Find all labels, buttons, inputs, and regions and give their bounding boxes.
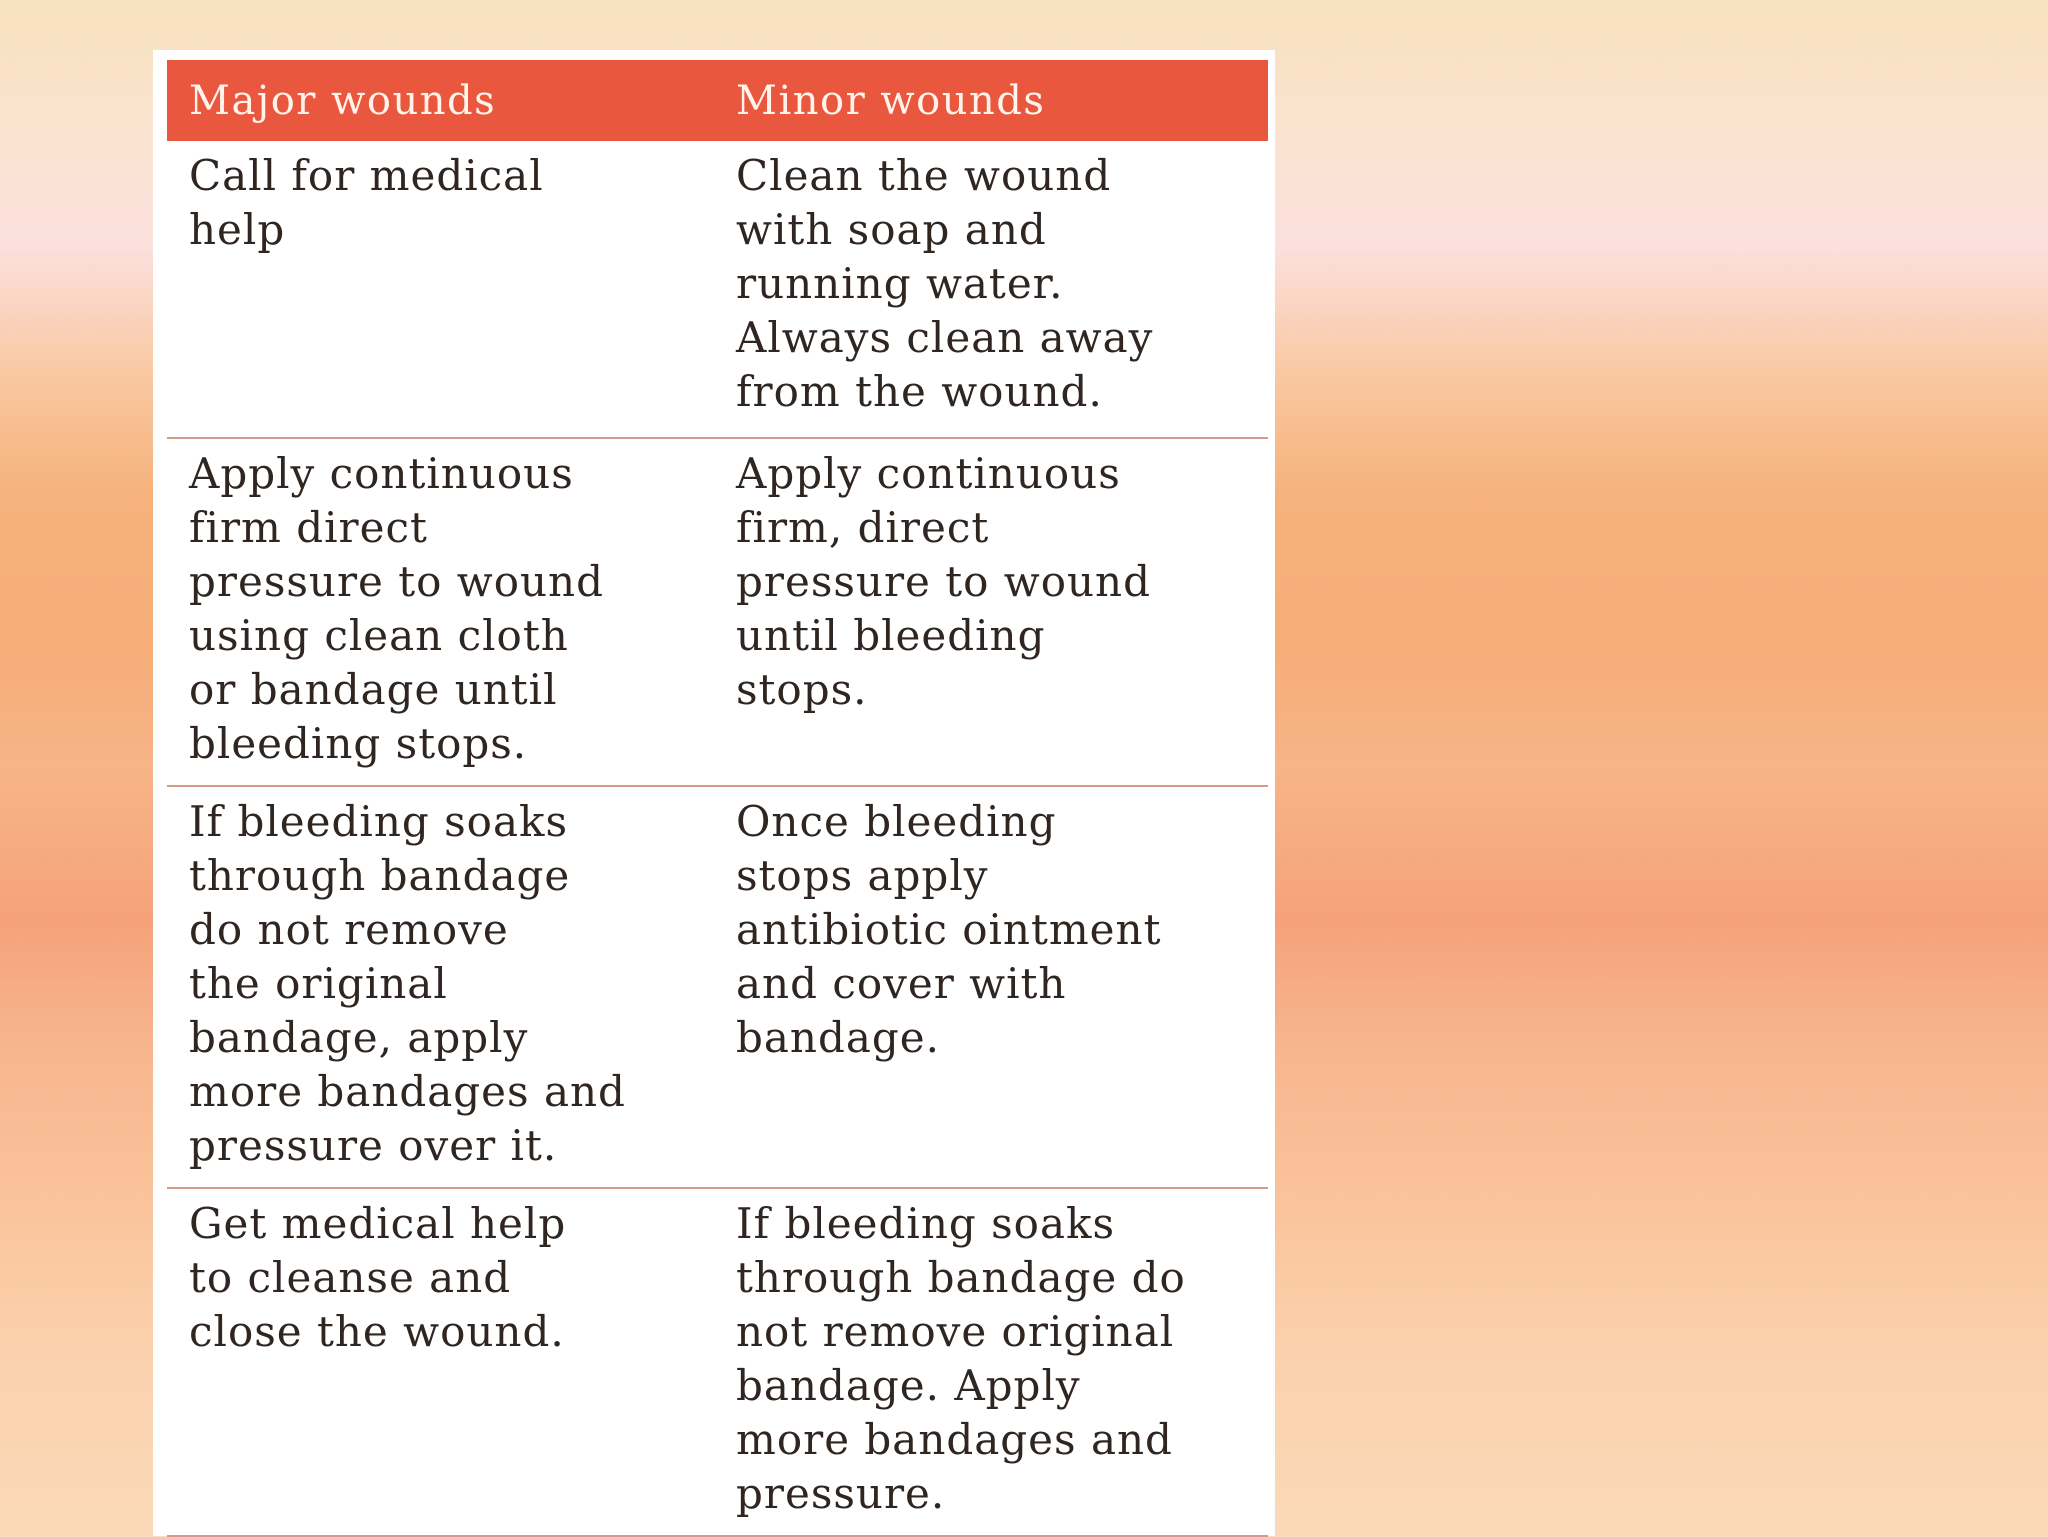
major-wound-cell <box>167 1188 714 1536</box>
cell-line: more bandages and <box>189 1067 626 1116</box>
major-wound-cell <box>167 438 714 786</box>
cell-line: do not remove <box>189 905 509 954</box>
cell-line: bandage. <box>736 1013 940 1062</box>
cell-line: or bandage until <box>189 665 558 714</box>
table-row <box>167 786 1268 1188</box>
cell-line: Once bleeding <box>736 797 1057 846</box>
cell-line: running water. <box>736 259 1064 308</box>
cell-line: bleeding stops. <box>189 719 528 768</box>
cell-line: pressure to wound <box>189 557 604 606</box>
cell-line: Apply continuous <box>189 449 574 498</box>
cell-line: Get medical help <box>189 1199 567 1248</box>
cell-line: Apply continuous <box>736 449 1121 498</box>
cell-line: through bandage <box>189 851 571 900</box>
cell-line: firm direct <box>189 503 428 552</box>
cell-line: until bleeding <box>736 611 1046 660</box>
cell-line: stops apply <box>736 851 989 900</box>
cell-line: Always clean away <box>736 313 1154 362</box>
cell-line: to cleanse and <box>189 1253 512 1302</box>
cell-line: from the wound. <box>736 367 1103 416</box>
cell-line: pressure over it. <box>189 1121 558 1170</box>
cell-line: pressure to wound <box>736 557 1151 606</box>
wound-care-table <box>167 60 1268 1537</box>
cell-line: pressure. <box>736 1469 946 1518</box>
major-wound-cell <box>167 786 714 1188</box>
cell-line: help <box>189 205 286 254</box>
major-wound-cell <box>167 141 714 438</box>
cell-line: Call for medical <box>189 151 544 200</box>
cell-line: firm, direct <box>736 503 990 552</box>
table-row <box>167 438 1268 786</box>
slide-panel <box>153 50 1275 1536</box>
cell-line: close the wound. <box>189 1307 565 1356</box>
cell-line: more bandages and <box>736 1415 1173 1464</box>
cell-line: using clean cloth <box>189 611 569 660</box>
cell-line: stops. <box>736 665 868 714</box>
minor-wound-cell <box>714 141 1268 438</box>
minor-wound-cell <box>714 786 1268 1188</box>
header-minor-wounds: Minor wounds <box>714 60 1268 141</box>
minor-wound-cell <box>714 1188 1268 1536</box>
minor-wound-cell <box>714 438 1268 786</box>
cell-line: through bandage do <box>736 1253 1186 1302</box>
cell-line: If bleeding soaks <box>189 797 569 846</box>
table-header-row <box>167 60 1268 141</box>
cell-line: bandage. Apply <box>736 1361 1081 1410</box>
table-row <box>167 141 1268 438</box>
cell-line: antibiotic ointment <box>736 905 1162 954</box>
cell-line: not remove original <box>736 1307 1175 1356</box>
cell-line: If bleeding soaks <box>736 1199 1116 1248</box>
cell-line: with soap and <box>736 205 1047 254</box>
table-row <box>167 1188 1268 1536</box>
header-major-wounds: Major wounds <box>167 60 714 141</box>
cell-line: the original <box>189 959 448 1008</box>
cell-line: bandage, apply <box>189 1013 529 1062</box>
cell-line: and cover with <box>736 959 1067 1008</box>
cell-line: Clean the wound <box>736 151 1112 200</box>
